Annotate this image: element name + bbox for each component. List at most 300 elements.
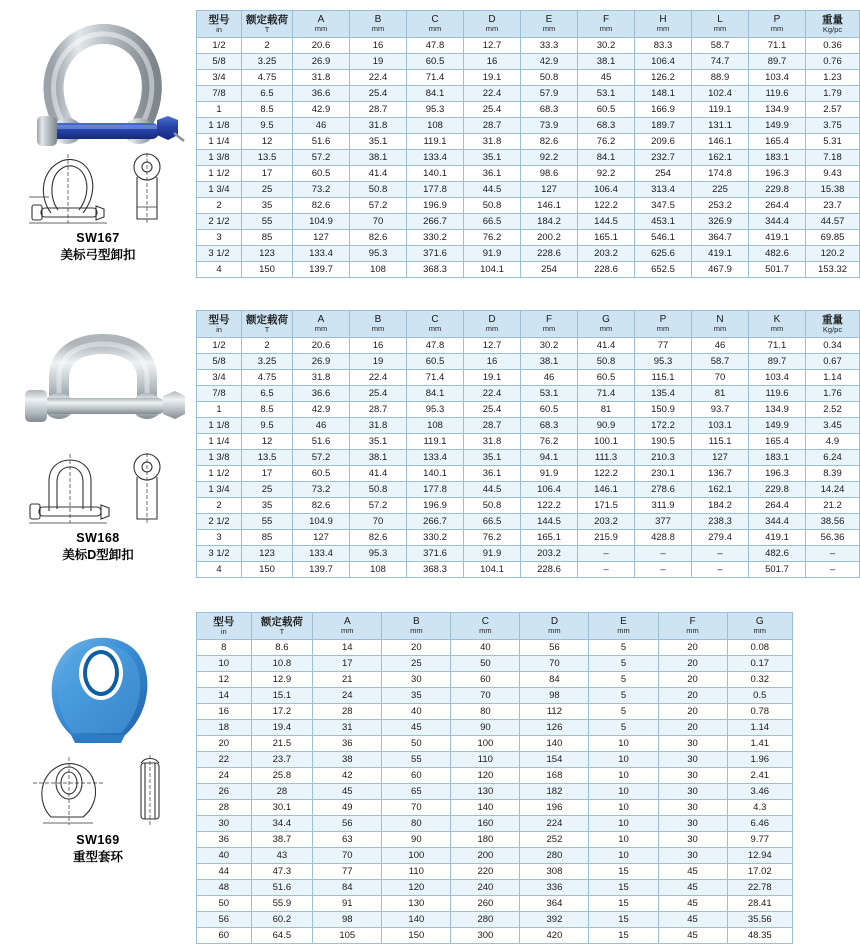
- product-section-sw168: [0, 310, 845, 578]
- cell-value: 111.3: [578, 450, 635, 466]
- table-row: [197, 498, 860, 514]
- cell-value: 95.3: [350, 246, 407, 262]
- cell-value: 108: [407, 118, 464, 134]
- cell-value: 34.4: [251, 816, 313, 832]
- cell-size: 12: [197, 672, 252, 688]
- cell-value: 229.8: [749, 482, 806, 498]
- cell-value: 146.1: [692, 134, 749, 150]
- table-row: [197, 86, 860, 102]
- cell-value: 66.5: [464, 214, 521, 230]
- cell-size: 18: [197, 720, 252, 736]
- table-row: [197, 70, 860, 86]
- cell-value: –: [578, 546, 635, 562]
- cell-value: 25: [242, 182, 293, 198]
- cell-size: 3/4: [197, 370, 242, 386]
- cell-size: 1 1/2: [197, 166, 242, 182]
- cell-value: 15: [589, 896, 658, 912]
- cell-value: 25: [382, 656, 451, 672]
- cell-value: 12.9: [251, 672, 313, 688]
- model-label-sw169: SW169: [76, 833, 120, 847]
- table-row: [197, 688, 793, 704]
- cell-value: 5: [589, 672, 658, 688]
- product-name-sw168: 美标D型卸扣: [62, 547, 134, 562]
- cell-value: 30: [658, 752, 727, 768]
- cell-value: 119.1: [407, 434, 464, 450]
- cell-value: 47.8: [407, 38, 464, 54]
- cell-value: 81: [692, 386, 749, 402]
- cell-value: 364: [520, 896, 589, 912]
- cell-value: 60.5: [407, 54, 464, 70]
- cell-value: 89.7: [749, 354, 806, 370]
- cell-value: 76.2: [464, 230, 521, 246]
- cell-value: 94.1: [521, 450, 578, 466]
- table-row: [197, 182, 860, 198]
- column-header-D: D mm: [464, 11, 521, 38]
- cell-value: 92.2: [578, 166, 635, 182]
- cell-size: 60: [197, 928, 252, 944]
- cell-value: 392: [520, 912, 589, 928]
- cell-value: 253.2: [692, 198, 749, 214]
- cell-value: 133.4: [407, 450, 464, 466]
- cell-size: 1: [197, 402, 242, 418]
- illustration-column-sw167: [0, 10, 196, 264]
- cell-value: 36.6: [293, 86, 350, 102]
- cell-value: 110: [382, 864, 451, 880]
- cell-value: 16: [464, 54, 521, 70]
- cell-value: 25.4: [464, 102, 521, 118]
- column-header-A: A mm: [313, 613, 382, 640]
- cell-value: 165.4: [749, 434, 806, 450]
- caption-sw169: [73, 832, 123, 866]
- cell-size: 50: [197, 896, 252, 912]
- cell-value: 6.5: [242, 386, 293, 402]
- cell-value: 35.1: [464, 150, 521, 166]
- cell-value: 19.4: [251, 720, 313, 736]
- cell-value: 15: [589, 864, 658, 880]
- cell-value: 240: [451, 880, 520, 896]
- dee-shackle-drawing-pin: [125, 451, 171, 527]
- cell-value: 91.9: [464, 246, 521, 262]
- cell-value: 300: [451, 928, 520, 944]
- cell-value: 90: [451, 720, 520, 736]
- cell-size: 1 3/4: [197, 482, 242, 498]
- cell-value: 184.2: [521, 214, 578, 230]
- cell-value: 73.2: [293, 482, 350, 498]
- cell-value: 42.9: [293, 102, 350, 118]
- column-header-A: A mm: [293, 311, 350, 338]
- cell-value: 6.5: [242, 86, 293, 102]
- cell-value: 44.5: [464, 482, 521, 498]
- cell-value: 35.56: [727, 912, 792, 928]
- cell-value: 42: [313, 768, 382, 784]
- dee-shackle-drawing: [3, 450, 193, 528]
- cell-value: 166.9: [635, 102, 692, 118]
- cell-value: 174.8: [692, 166, 749, 182]
- cell-value: 20: [658, 720, 727, 736]
- cell-value: 82.6: [293, 198, 350, 214]
- cell-value: 2.41: [727, 768, 792, 784]
- cell-value: 45: [658, 880, 727, 896]
- column-header-F: F mm: [658, 613, 727, 640]
- cell-value: 89.7: [749, 54, 806, 70]
- cell-value: 46: [293, 418, 350, 434]
- cell-value: 60.5: [407, 354, 464, 370]
- cell-value: 200.2: [521, 230, 578, 246]
- cell-size: 3 1/2: [197, 246, 242, 262]
- cell-value: 162.1: [692, 482, 749, 498]
- cell-value: 30: [658, 848, 727, 864]
- cell-value: 180: [451, 832, 520, 848]
- cell-value: 12.7: [464, 38, 521, 54]
- cell-value: 368.3: [407, 262, 464, 278]
- cell-value: 280: [451, 912, 520, 928]
- cell-value: 84: [313, 880, 382, 896]
- cell-value: 28.7: [464, 418, 521, 434]
- cell-value: 12: [242, 134, 293, 150]
- cell-size: 3/4: [197, 70, 242, 86]
- column-header-G: G mm: [727, 613, 792, 640]
- cell-value: 326.9: [692, 214, 749, 230]
- cell-value: 196.9: [407, 498, 464, 514]
- cell-value: 12: [242, 434, 293, 450]
- cell-size: 4: [197, 562, 242, 578]
- cell-value: 76.2: [521, 434, 578, 450]
- cell-value: 10: [589, 848, 658, 864]
- cell-value: 71.1: [749, 338, 806, 354]
- cell-value: 38.1: [578, 54, 635, 70]
- cell-value: 30: [658, 784, 727, 800]
- cell-value: 51.6: [293, 134, 350, 150]
- cell-value: 15: [589, 880, 658, 896]
- cell-value: 264.4: [749, 498, 806, 514]
- table-row: [197, 418, 860, 434]
- heavy-thimble-photo: [3, 612, 193, 752]
- cell-value: 183.1: [749, 150, 806, 166]
- cell-value: 4.75: [242, 370, 293, 386]
- cell-value: 420: [520, 928, 589, 944]
- cell-value: 308: [520, 864, 589, 880]
- cell-size: 5/8: [197, 54, 242, 70]
- cell-value: 123: [242, 246, 293, 262]
- column-header-E: E mm: [589, 613, 658, 640]
- cell-value: 36: [313, 736, 382, 752]
- dee-shackle-photo: [3, 310, 193, 450]
- cell-value: 135.4: [635, 386, 692, 402]
- column-header-B: B mm: [382, 613, 451, 640]
- cell-value: 133.4: [293, 246, 350, 262]
- cell-size: 44: [197, 864, 252, 880]
- cell-value: 71.1: [749, 38, 806, 54]
- cell-value: 60.5: [578, 102, 635, 118]
- illustration-column-sw168: [0, 310, 196, 564]
- cell-size: 3: [197, 530, 242, 546]
- cell-value: 6.46: [727, 816, 792, 832]
- cell-value: 119.1: [692, 102, 749, 118]
- cell-value: 28.7: [350, 402, 407, 418]
- cell-value: 0.67: [806, 354, 860, 370]
- cell-value: 119.1: [407, 134, 464, 150]
- table-row: [197, 768, 793, 784]
- cell-value: 190.5: [635, 434, 692, 450]
- cell-value: 133.4: [293, 546, 350, 562]
- cell-value: 10: [589, 800, 658, 816]
- cell-size: 3 1/2: [197, 546, 242, 562]
- cell-value: 45: [578, 70, 635, 86]
- cell-size: 1 1/2: [197, 466, 242, 482]
- cell-value: 50.8: [464, 198, 521, 214]
- cell-value: 177.8: [407, 482, 464, 498]
- cell-value: 14: [313, 640, 382, 656]
- cell-size: 1 3/8: [197, 450, 242, 466]
- cell-value: 3.46: [727, 784, 792, 800]
- cell-value: 168: [520, 768, 589, 784]
- cell-value: 30: [658, 832, 727, 848]
- cell-size: 36: [197, 832, 252, 848]
- cell-value: 38: [313, 752, 382, 768]
- cell-value: 228.6: [521, 562, 578, 578]
- cell-value: 83.3: [635, 38, 692, 54]
- cell-value: 148.1: [635, 86, 692, 102]
- cell-value: 28: [251, 784, 313, 800]
- cell-value: 229.8: [749, 182, 806, 198]
- cell-value: 92.2: [521, 150, 578, 166]
- product-name-sw167: 美标弓型卸扣: [60, 247, 136, 262]
- cell-value: 60: [451, 672, 520, 688]
- cell-value: 108: [350, 562, 407, 578]
- cell-value: 19: [350, 354, 407, 370]
- cell-value: 279.4: [692, 530, 749, 546]
- cell-value: 60.5: [293, 466, 350, 482]
- table-row: [197, 530, 860, 546]
- cell-value: 482.6: [749, 546, 806, 562]
- cell-value: 33.3: [521, 38, 578, 54]
- table-row: [197, 118, 860, 134]
- table-row: [197, 546, 860, 562]
- cell-value: 225: [692, 182, 749, 198]
- cell-value: 100: [382, 848, 451, 864]
- cell-value: 1.79: [806, 86, 860, 102]
- column-header-型号: 型号 in: [197, 613, 252, 640]
- table-row: [197, 466, 860, 482]
- table-row: [197, 54, 860, 70]
- cell-value: 419.1: [692, 246, 749, 262]
- cell-value: 368.3: [407, 562, 464, 578]
- cell-value: 45: [658, 896, 727, 912]
- cell-value: 150: [242, 262, 293, 278]
- cell-value: 58.7: [692, 354, 749, 370]
- cell-value: 134.9: [749, 402, 806, 418]
- cell-value: 45: [382, 720, 451, 736]
- spec-table-sw167: [196, 10, 860, 278]
- cell-value: 5: [589, 640, 658, 656]
- cell-value: 371.6: [407, 546, 464, 562]
- cell-value: 9.43: [806, 166, 860, 182]
- cell-value: 122.2: [521, 498, 578, 514]
- cell-value: 25.4: [350, 386, 407, 402]
- cell-value: 4.75: [242, 70, 293, 86]
- cell-value: 266.7: [407, 214, 464, 230]
- column-header-重量: 重量 Kg/pc: [806, 11, 860, 38]
- cell-value: 172.2: [635, 418, 692, 434]
- table-row: [197, 912, 793, 928]
- cell-value: 120.2: [806, 246, 860, 262]
- cell-value: 220: [451, 864, 520, 880]
- cell-size: 56: [197, 912, 252, 928]
- cell-size: 26: [197, 784, 252, 800]
- cell-value: 453.1: [635, 214, 692, 230]
- heavy-thimble-drawing-side: [129, 753, 171, 829]
- cell-value: 232.7: [635, 150, 692, 166]
- cell-value: 112: [520, 704, 589, 720]
- column-header-C: C mm: [407, 11, 464, 38]
- cell-size: 2 1/2: [197, 214, 242, 230]
- cell-value: 10: [589, 752, 658, 768]
- cell-value: 50: [382, 736, 451, 752]
- cell-value: 50.8: [578, 354, 635, 370]
- cell-value: 103.1: [692, 418, 749, 434]
- cell-value: 19: [350, 54, 407, 70]
- cell-value: 30: [658, 768, 727, 784]
- cell-size: 1: [197, 102, 242, 118]
- cell-value: 2.52: [806, 402, 860, 418]
- cell-value: 57.2: [350, 198, 407, 214]
- cell-value: 224: [520, 816, 589, 832]
- cell-value: 68.3: [578, 118, 635, 134]
- cell-value: 23.7: [251, 752, 313, 768]
- cell-value: 91.9: [521, 466, 578, 482]
- cell-value: 364.7: [692, 230, 749, 246]
- cell-value: 127: [293, 530, 350, 546]
- table-row: [197, 672, 793, 688]
- column-header-L: L mm: [692, 11, 749, 38]
- cell-value: 0.34: [806, 338, 860, 354]
- cell-value: 51.6: [251, 880, 313, 896]
- cell-value: 482.6: [749, 246, 806, 262]
- table-row: [197, 246, 860, 262]
- cell-value: 139.7: [293, 262, 350, 278]
- cell-value: 44.57: [806, 214, 860, 230]
- cell-value: 84.1: [578, 150, 635, 166]
- cell-value: 38.1: [350, 150, 407, 166]
- cell-value: 28.7: [464, 118, 521, 134]
- cell-size: 22: [197, 752, 252, 768]
- cell-value: 17.02: [727, 864, 792, 880]
- cell-value: –: [578, 562, 635, 578]
- cell-value: 1.76: [806, 386, 860, 402]
- cell-value: 0.36: [806, 38, 860, 54]
- cell-value: 153.32: [806, 262, 860, 278]
- cell-value: 38.56: [806, 514, 860, 530]
- cell-size: 16: [197, 704, 252, 720]
- spec-table-sw169: [196, 612, 793, 944]
- cell-value: 313.4: [635, 182, 692, 198]
- cell-value: 127: [692, 450, 749, 466]
- cell-value: 146.1: [578, 482, 635, 498]
- cell-value: 93.7: [692, 402, 749, 418]
- table-row: [197, 848, 793, 864]
- cell-value: 228.6: [578, 262, 635, 278]
- cell-value: 60.5: [521, 402, 578, 418]
- cell-value: –: [806, 562, 860, 578]
- cell-size: 1 1/8: [197, 418, 242, 434]
- cell-size: 7/8: [197, 386, 242, 402]
- cell-value: 144.5: [521, 514, 578, 530]
- cell-value: 85: [242, 230, 293, 246]
- cell-value: 36.1: [464, 466, 521, 482]
- cell-value: 106.4: [521, 482, 578, 498]
- cell-value: 4.3: [727, 800, 792, 816]
- cell-value: 98: [520, 688, 589, 704]
- cell-value: 371.6: [407, 246, 464, 262]
- table-row: [197, 386, 860, 402]
- table-row: [197, 896, 793, 912]
- cell-value: 184.2: [692, 498, 749, 514]
- cell-value: 84: [520, 672, 589, 688]
- cell-value: 14.24: [806, 482, 860, 498]
- column-header-F: F mm: [578, 11, 635, 38]
- cell-value: 47.8: [407, 338, 464, 354]
- cell-value: 40: [451, 640, 520, 656]
- bow-shackle-photo: [3, 10, 193, 150]
- cell-value: 162.1: [692, 150, 749, 166]
- cell-value: 140: [382, 912, 451, 928]
- cell-value: 134.9: [749, 102, 806, 118]
- column-header-B: B mm: [350, 11, 407, 38]
- cell-value: 90: [382, 832, 451, 848]
- cell-value: 17.2: [251, 704, 313, 720]
- cell-size: 28: [197, 800, 252, 816]
- cell-value: 71.4: [407, 370, 464, 386]
- cell-value: 330.2: [407, 530, 464, 546]
- cell-value: 20.6: [293, 38, 350, 54]
- cell-value: 266.7: [407, 514, 464, 530]
- cell-value: 165.1: [521, 530, 578, 546]
- cell-value: 26.9: [293, 54, 350, 70]
- heavy-thimble-photo-svg: [11, 615, 186, 750]
- cell-value: 91: [313, 896, 382, 912]
- cell-value: 26.9: [293, 354, 350, 370]
- cell-value: 22.4: [350, 370, 407, 386]
- cell-size: 1 3/4: [197, 182, 242, 198]
- cell-value: 160: [451, 816, 520, 832]
- cell-value: 123: [242, 546, 293, 562]
- cell-value: 30: [658, 800, 727, 816]
- cell-value: 80: [451, 704, 520, 720]
- cell-value: 70: [520, 656, 589, 672]
- cell-value: 31: [313, 720, 382, 736]
- cell-value: 146.1: [521, 198, 578, 214]
- cell-size: 1 1/4: [197, 134, 242, 150]
- cell-value: 31.8: [293, 70, 350, 86]
- cell-value: 70: [692, 370, 749, 386]
- dee-shackle-photo-svg: [11, 320, 186, 440]
- cell-value: 419.1: [749, 230, 806, 246]
- cell-size: 2: [197, 498, 242, 514]
- cell-value: 25.4: [350, 86, 407, 102]
- cell-value: 149.9: [749, 418, 806, 434]
- cell-value: 23.7: [806, 198, 860, 214]
- cell-value: 69.85: [806, 230, 860, 246]
- cell-value: 65: [382, 784, 451, 800]
- cell-value: 108: [407, 418, 464, 434]
- cell-value: 60.5: [578, 370, 635, 386]
- cell-value: 76.2: [464, 530, 521, 546]
- cell-value: 68.3: [521, 418, 578, 434]
- cell-value: 50.8: [350, 182, 407, 198]
- table-row: [197, 832, 793, 848]
- cell-value: 64.5: [251, 928, 313, 944]
- cell-value: 56.36: [806, 530, 860, 546]
